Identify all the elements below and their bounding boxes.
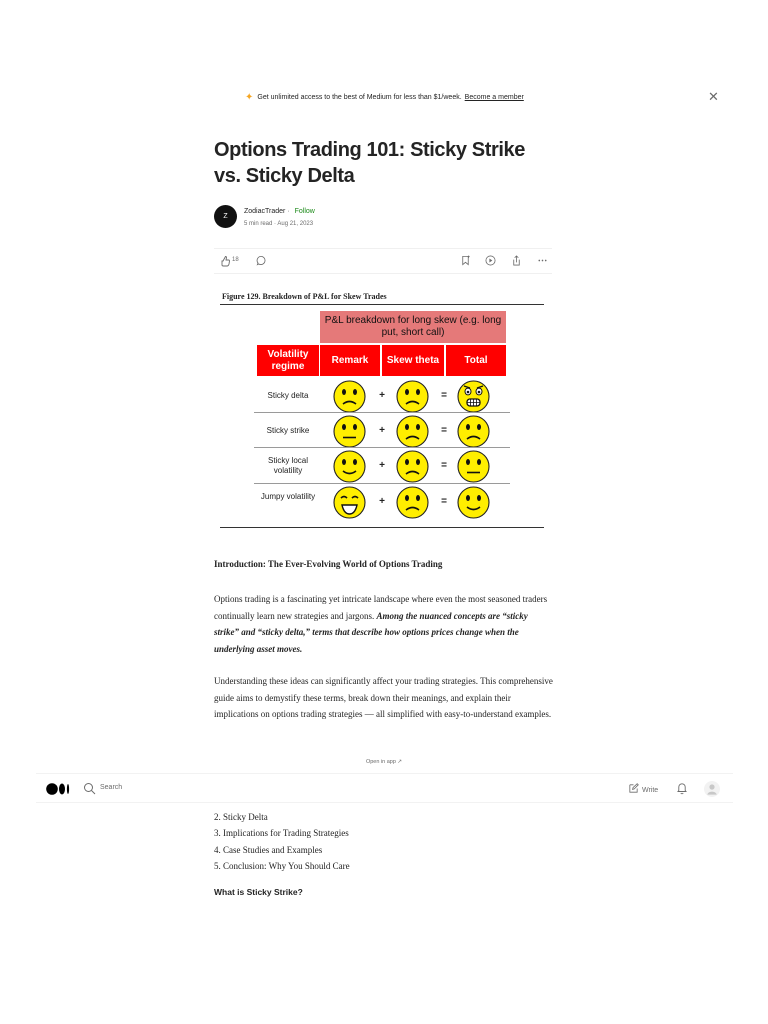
share-icon[interactable] — [511, 255, 522, 266]
sparkle-icon: ✦ — [245, 92, 254, 103]
equals-sign: = — [441, 425, 447, 436]
action-bar — [214, 248, 552, 274]
close-icon[interactable]: ✕ — [708, 89, 719, 104]
smiley-sad-icon — [396, 450, 429, 483]
bookmark-icon[interactable] — [460, 255, 471, 266]
write-label: Write — [642, 787, 659, 794]
user-avatar-icon[interactable] — [704, 781, 720, 797]
play-icon[interactable] — [485, 255, 496, 266]
follow-button[interactable]: Follow — [294, 208, 315, 215]
read-time: 5 min read — [244, 221, 273, 227]
paragraph-1-emphasis: Among the nuanced concepts are “sticky strike” and “sticky delta,” terms that describe how options prices change when the underlying asset moves. — [214, 610, 528, 654]
smiley-scared-icon — [457, 380, 490, 413]
comment-icon[interactable] — [256, 255, 267, 266]
intro-heading: Introduction: The Ever-Evolving World of Options Trading — [214, 559, 443, 569]
row-divider — [254, 483, 510, 484]
row-label: Jumpy volatility — [260, 492, 316, 501]
plus-sign: + — [379, 496, 385, 507]
clap-icon[interactable] — [219, 255, 231, 267]
smiley-neutral-icon — [457, 450, 490, 483]
header-volatility-regime: Volatility regime — [257, 345, 319, 376]
equals-sign: = — [441, 390, 447, 401]
top-navbar — [36, 773, 733, 803]
separator-dot: · — [274, 221, 278, 227]
plus-sign: + — [379, 390, 385, 401]
author-line — [244, 208, 315, 215]
open-in-app-link[interactable]: Open in app ↗ — [365, 759, 403, 765]
paragraph-2: Understanding these ideas can significantly affect your trading strategies. This comprehensive guide aims to demystify these terms, break down their meanings, and explain their implications on options trading strategies — all simplified with easy-to-understand examples. — [214, 676, 553, 719]
section-heading: What is Sticky Strike? — [214, 887, 303, 897]
row-divider — [254, 412, 510, 413]
smiley-sad-icon — [333, 380, 366, 413]
row-label: Sticky local volatility — [267, 456, 308, 475]
smiley-sad-icon — [396, 415, 429, 448]
paragraph-1 — [214, 591, 554, 657]
header-skew-theta: Skew theta — [382, 345, 444, 376]
row-label: Sticky delta — [267, 391, 309, 400]
article-meta — [244, 221, 313, 227]
toc-item: 3. Implications for Trading Strategies — [214, 828, 349, 839]
toc-item: 2. Sticky Delta — [214, 812, 268, 822]
banner-text: Get unlimited access to the best of Medium for less than $1/week. — [257, 94, 462, 101]
become-member-link[interactable]: Become a member — [464, 94, 524, 101]
header-remark: Remark — [320, 345, 380, 376]
clap-count: 18 — [232, 257, 239, 263]
smiley-sad-icon — [396, 486, 429, 519]
pnl-figure — [220, 290, 546, 530]
toc-item: 5. Conclusion: Why You Should Care — [214, 860, 350, 871]
equals-sign: = — [441, 496, 447, 507]
banner-content — [245, 92, 524, 103]
pencil-icon — [628, 783, 639, 794]
row-divider — [254, 447, 510, 448]
plus-sign: + — [379, 460, 385, 471]
author-avatar[interactable]: Z — [214, 205, 237, 228]
more-icon[interactable] — [537, 255, 548, 266]
header-total: Total — [446, 345, 506, 376]
search-icon[interactable] — [83, 782, 96, 795]
plus-sign: + — [379, 425, 385, 436]
figure-caption: Figure 129. Breakdown of P&L for Skew Trades — [222, 292, 387, 301]
search-input[interactable]: Search — [100, 784, 123, 791]
divider — [220, 304, 544, 305]
table-header-pnl: P&L breakdown for long skew (e.g. long put, short call) — [320, 311, 506, 343]
write-button[interactable] — [628, 783, 658, 794]
divider — [220, 527, 544, 528]
medium-logo-icon[interactable] — [46, 783, 72, 795]
membership-banner — [0, 90, 768, 106]
separator-dot: · — [287, 208, 290, 215]
author-name[interactable]: ZodiacTrader — [244, 208, 286, 215]
smiley-happy-icon — [457, 486, 490, 519]
article-title: Options Trading 101: Sticky Strike vs. Sticky Delta — [214, 139, 525, 187]
notification-bell-icon[interactable] — [676, 782, 688, 795]
smiley-neutral-icon — [333, 415, 366, 448]
smiley-sad-icon — [396, 380, 429, 413]
author-row — [214, 205, 544, 229]
table-of-contents — [214, 809, 350, 874]
equals-sign: = — [441, 460, 447, 471]
publish-date: Aug 21, 2023 — [277, 221, 314, 227]
toc-item: 4. Case Studies and Examples — [214, 844, 323, 855]
smiley-grin-icon — [333, 486, 366, 519]
paragraph-1-text: Options trading is a fascinating yet intricate landscape where even the most seasoned traders continually learn new strategies and jargons. — [214, 594, 548, 621]
smiley-sad-icon — [457, 415, 490, 448]
row-label: Sticky strike — [266, 426, 310, 435]
smiley-happy-icon — [333, 450, 366, 483]
